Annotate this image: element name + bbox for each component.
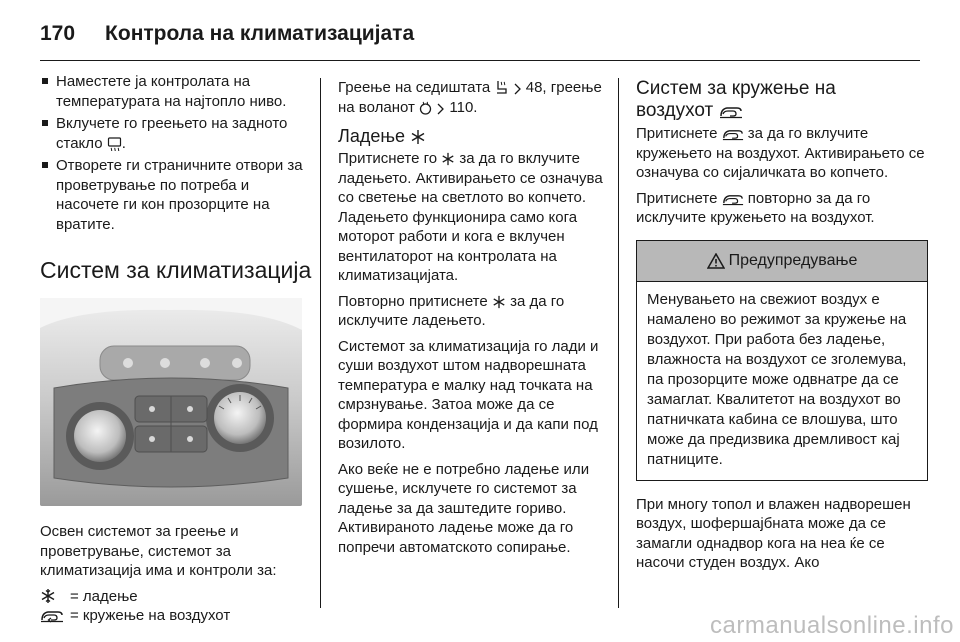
column-2	[338, 78, 608, 563]
watermark: carmanualsonline.info	[710, 612, 954, 639]
page-header	[40, 14, 414, 54]
column-3	[636, 78, 926, 579]
body-text: Притиснете го за да го вклучите ладењето. Активирањето се означува со светење на светлото во копчето. Ладењето функционира само кога моторот работи и кога е вклучен вентилаторот на контролата на климатизацијата.	[338, 150, 603, 284]
warning-triangle-icon	[707, 253, 725, 269]
recirculation-icon	[719, 105, 743, 119]
bullet-item: Наместете ја контролата на температурата на најтопло ниво.	[40, 72, 306, 111]
cooling-heading: Ладење	[338, 125, 608, 147]
body-text: Повторно притиснете за да го исклучите ладењето.	[338, 292, 565, 329]
column-divider	[320, 78, 321, 608]
bullet-item: Отворете ги страничните отвори за проветрување по потреба и насочете ги кон прозорците на вратите.	[40, 156, 306, 234]
body-text: Освен системот за греење и проветрување, системот за климатизација има и контроли за:	[40, 523, 277, 579]
recirculation-icon	[722, 193, 744, 206]
recirculation-icon	[40, 609, 64, 623]
column-divider	[618, 78, 619, 608]
legend-item-cooling: = ладење	[40, 587, 306, 607]
recirculation-icon	[722, 128, 744, 141]
page-title: Контрола на климатизацијата	[105, 22, 415, 45]
body-text: Ако веќе не е потребно ладење или сушење, исклучете го системот за ладење за да заштедите гориво. Активираното ладење може да го попречи автоматското сопирање.	[338, 460, 590, 556]
warning-box	[636, 240, 928, 481]
header-divider	[40, 60, 920, 61]
snowflake-icon	[492, 295, 506, 309]
body-text: Притиснете повторно за да го исклучите кружењето на воздухот.	[636, 189, 875, 226]
column-1	[40, 72, 312, 626]
page-number: 170	[40, 22, 76, 45]
snowflake-icon	[40, 588, 56, 604]
body-text: При многу топол и влажен надворешен воздух, шофершајбната може да се замагли однадвор кога на неа ќе се насочи студен воздух. Ако	[636, 495, 911, 571]
snowflake-icon	[410, 129, 426, 145]
steering-wheel-heating-icon	[419, 101, 432, 115]
cross-reference-text: Греење на седиштата 48, греење на воланот 110.	[338, 79, 602, 116]
legend-item-recirculation: = кружење на воздухот	[40, 606, 306, 626]
climate-control-panel-photo	[40, 298, 302, 506]
body-text: Притиснете за да го вклучите кружењето на воздухот. Активирањето се означува со сијаличката во копчето.	[636, 125, 925, 181]
seat-heating-icon	[494, 80, 508, 95]
section-heading: Систем за климатизација	[40, 257, 312, 283]
warning-header: Предупредување	[637, 241, 927, 282]
recirculation-heading: Систем за кружење на воздухот	[636, 78, 836, 121]
page-reference-arrow-icon	[436, 103, 445, 115]
snowflake-icon	[441, 152, 455, 166]
page-reference-arrow-icon	[513, 83, 522, 95]
warning-body: Менувањето на свежиот воздух е намалено во режимот за кружење на воздухот. При работа без ладење, влажноста на воздухот се зголемува, па прозорците може одвнатре да се замаглат. Квалитетот на воздухот во патничката кабина се влошува, што може да предизвика дремливост кај патниците.	[647, 290, 907, 468]
rear-window-heating-icon	[107, 136, 122, 151]
body-text: Системот за климатизација го лади и суши воздухот штом надворешната температура е малку над точката на смрзнување. Затоа може да се формира кондензација и да капи под возилото.	[338, 337, 599, 452]
bullet-item: Вклучете го греењето на задното стакло .	[40, 114, 306, 153]
